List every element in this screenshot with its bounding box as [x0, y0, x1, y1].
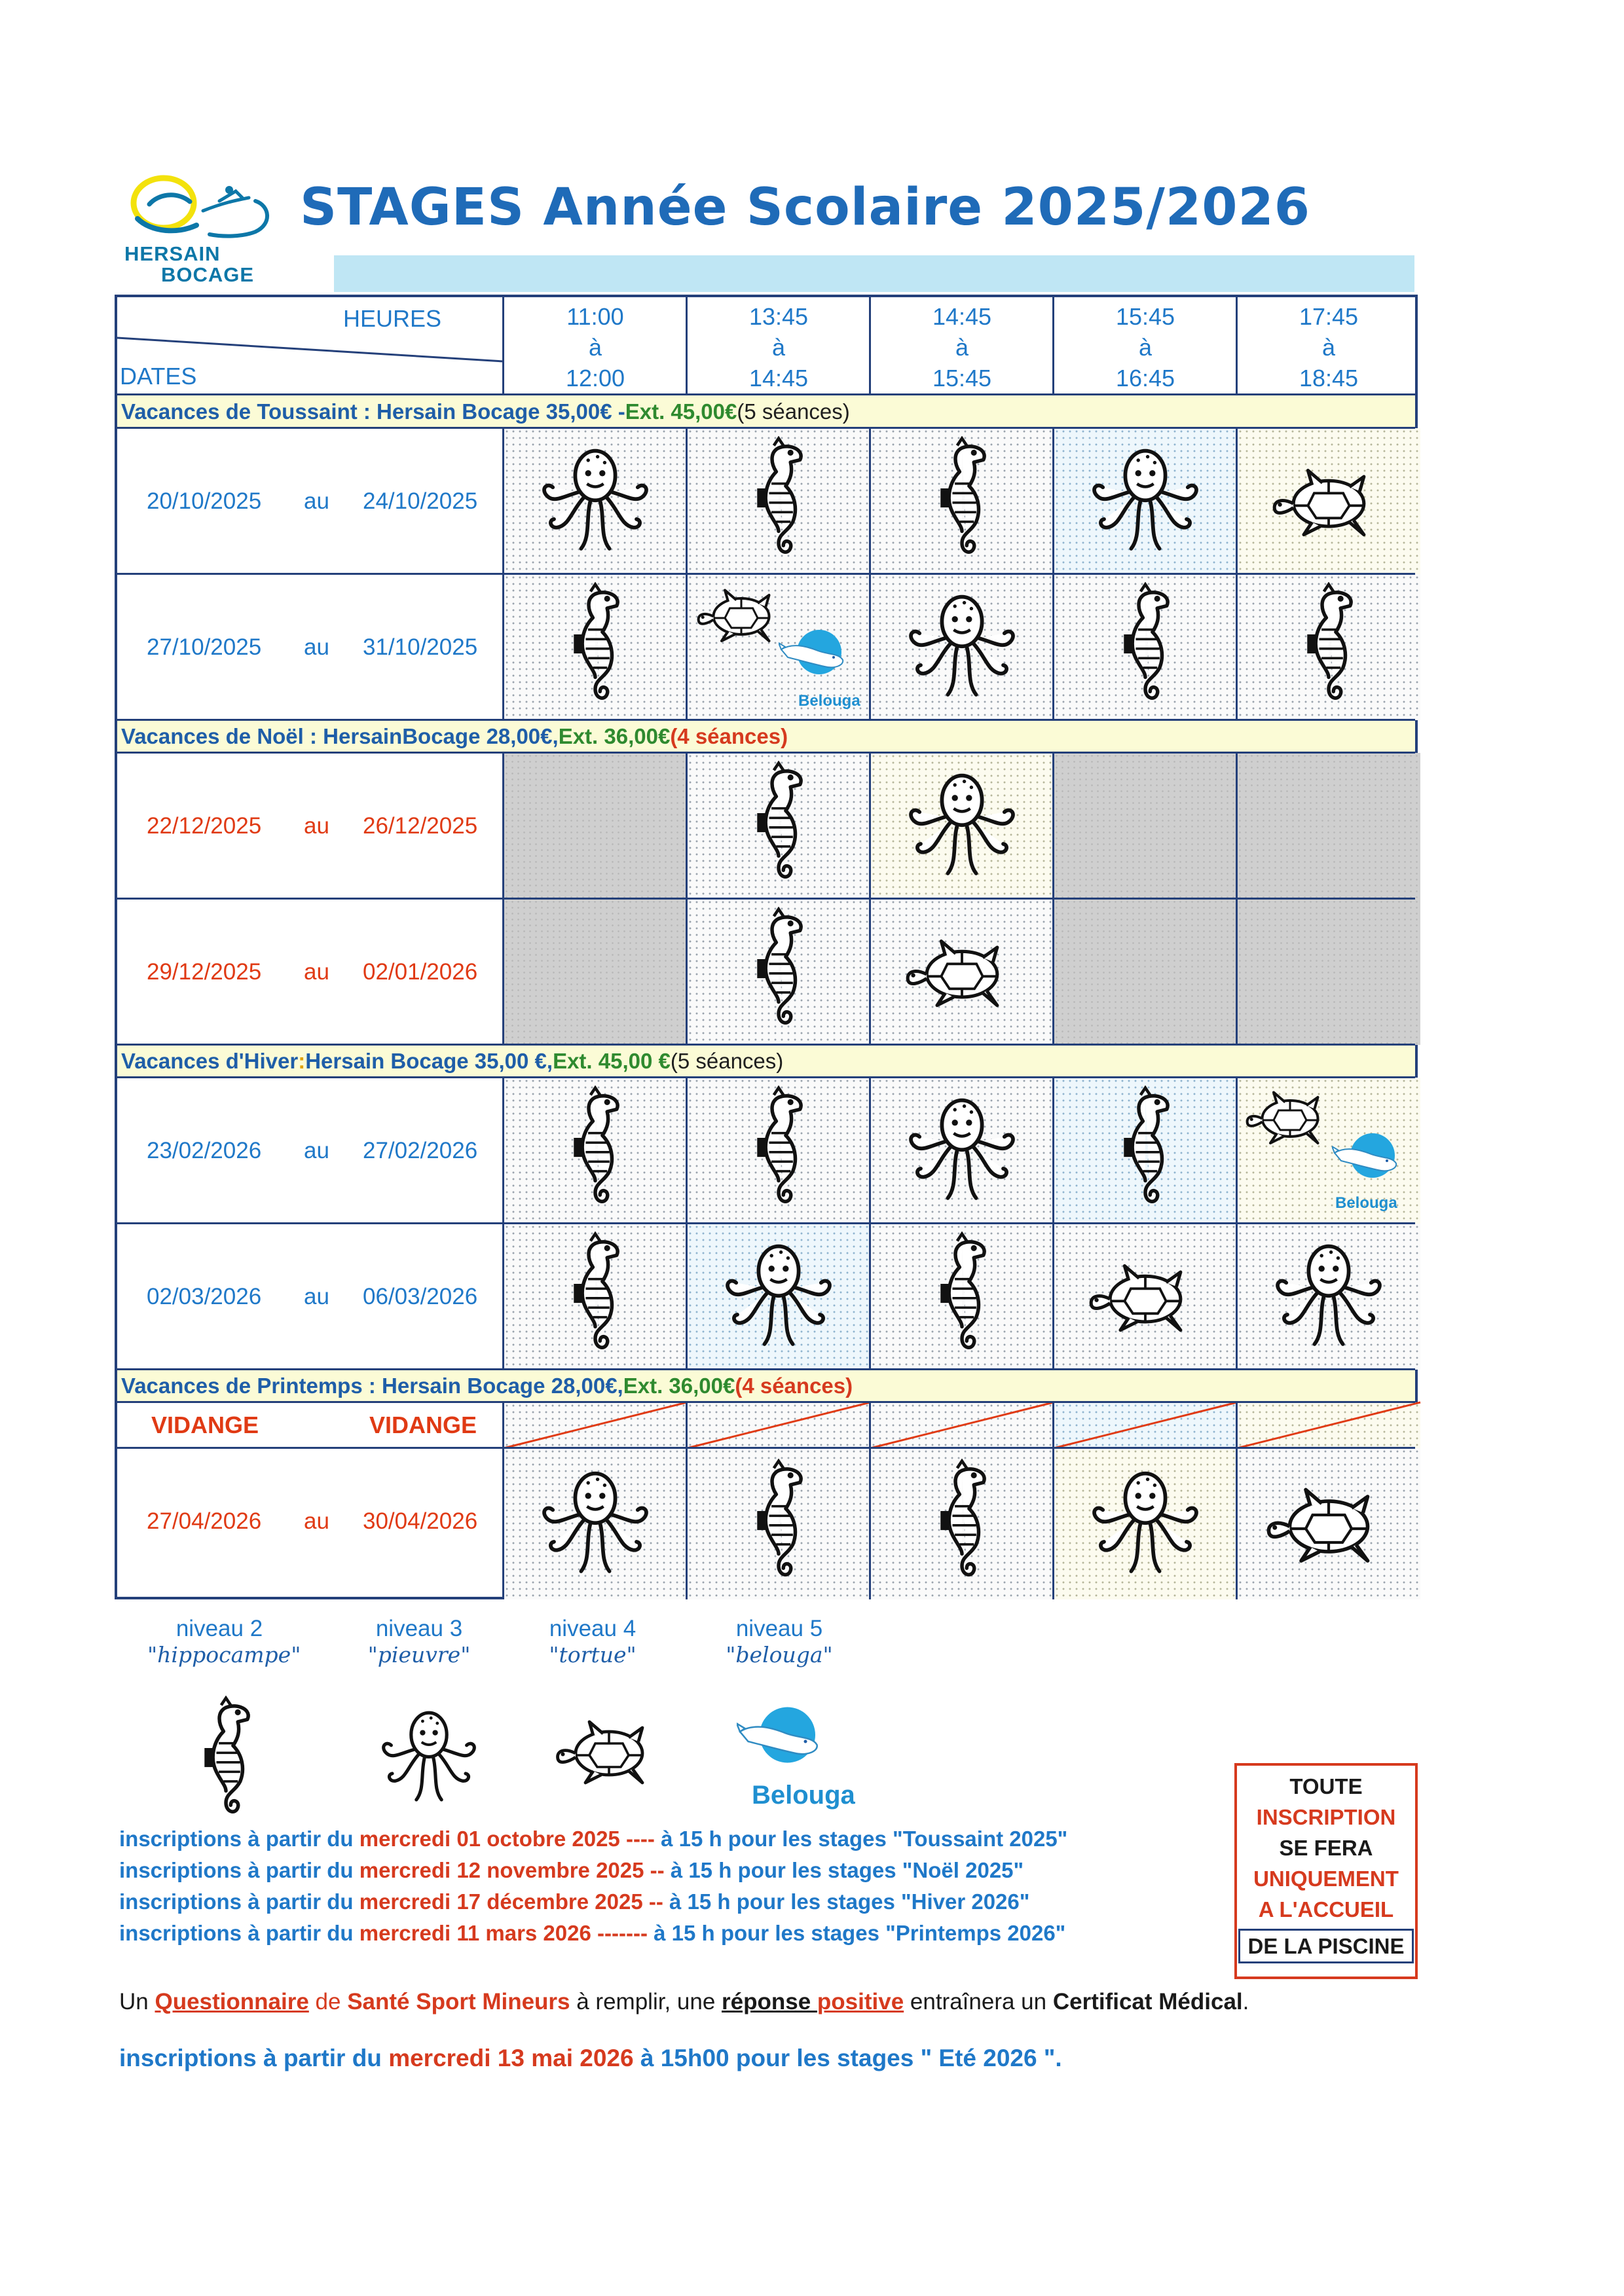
- date-row-7: 27/04/2026 au 30/04/2026: [147, 1508, 478, 1534]
- date-row-5: 23/02/2026 au 27/02/2026: [147, 1137, 478, 1163]
- session-cell: [504, 428, 687, 574]
- time-slot-3: 14:45 à 15:45: [932, 303, 992, 392]
- session-cell: [1054, 428, 1237, 574]
- club-logo: [124, 172, 288, 286]
- beluga-icon: [779, 623, 857, 689]
- session-cell: [1237, 1224, 1420, 1370]
- session-cell: [504, 1078, 687, 1224]
- session-cell: [687, 574, 870, 720]
- session-cell: [870, 428, 1054, 574]
- session-cell: [1054, 574, 1237, 720]
- session-cell: [504, 574, 687, 720]
- vidange-label-2: VIDANGE: [369, 1412, 477, 1438]
- level-5-legend: niveau 5 "belouga": [726, 1616, 833, 1667]
- octopus-icon: [903, 589, 1021, 706]
- turtle-icon: [1241, 1084, 1339, 1150]
- seahorse-icon: [743, 436, 815, 567]
- seahorse-icon: [190, 1696, 262, 1827]
- time-slot-4: 15:45 à 16:45: [1115, 303, 1175, 392]
- date-row-1: 20/10/2025 au 24/10/2025: [147, 488, 478, 514]
- octopus-icon: [720, 1238, 838, 1356]
- session-cell: [1054, 1448, 1237, 1599]
- session-cell: [870, 753, 1054, 899]
- header-band: [334, 255, 1414, 292]
- turtle-icon: [692, 582, 790, 647]
- octopus-icon: [1086, 443, 1204, 560]
- octopus-icon: [903, 1092, 1021, 1210]
- beluga-badge-label: Belouga: [1335, 1194, 1397, 1212]
- logo-text-line1: HERSAIN: [124, 242, 221, 265]
- session-cell: [870, 1224, 1054, 1370]
- seahorse-icon: [559, 582, 631, 713]
- band-hiver: Vacances d'Hiver : Hersain Bocage 35,00 €, Ext. 45,00 € (5 séances): [117, 1045, 1415, 1078]
- session-cell: [687, 428, 870, 574]
- session-cell: [504, 1448, 687, 1599]
- beluga-icon: [1332, 1127, 1411, 1192]
- date-row-6: 02/03/2026 au 06/03/2026: [147, 1283, 478, 1309]
- inscription-line-4: inscriptions à partir du mercredi 11 mars 2026 ------- à 15 h pour les stages "Printemps 2026": [119, 1921, 1066, 1945]
- turtle-icon: [1083, 1254, 1208, 1339]
- inscription-line-3: inscriptions à partir du mercredi 17 décembre 2025 -- à 15 h pour les stages "Hiver 2026": [119, 1889, 1030, 1914]
- session-cell: [1237, 1078, 1420, 1224]
- session-cell: [1237, 428, 1420, 574]
- session-cell: [687, 1224, 870, 1370]
- questionnaire-link[interactable]: Questionnaire: [155, 1989, 309, 2014]
- vidange-cell: [504, 1402, 687, 1448]
- level-3-legend: niveau 3 "pieuvre": [367, 1616, 471, 1667]
- time-slot-2: 13:45 à 14:45: [748, 303, 809, 392]
- seahorse-icon: [743, 1459, 815, 1590]
- logo-text-line2: BOCAGE: [161, 263, 255, 286]
- summer-inscription: inscriptions à partir du mercredi 13 mai 2026 à 15h00 pour les stages " Eté 2026 ".: [119, 2045, 1062, 2071]
- vidange-cell: [1054, 1402, 1237, 1448]
- time-slot-5: 17:45 à 18:45: [1299, 303, 1359, 392]
- session-cell: [870, 1078, 1054, 1224]
- closed-cell: [504, 753, 687, 899]
- band-printemps: Vacances de Printemps : Hersain Bocage 28,00€, Ext. 36,00€ (4 séances): [117, 1370, 1415, 1402]
- turtle-icon: [1260, 1475, 1397, 1573]
- session-cell: [687, 1078, 870, 1224]
- session-cell: [687, 1448, 870, 1599]
- band-noel: Vacances de Noël : HersainBocage 28,00€, Ext. 36,00€ (4 séances): [117, 720, 1415, 753]
- vidange-label-1: VIDANGE: [151, 1412, 259, 1438]
- vidange-cell: [687, 1402, 870, 1448]
- seahorse-icon: [926, 1459, 998, 1590]
- notice-box: TOUTE INSCRIPTION SE FERA UNIQUEMENT A L'ACCUEIL DE LA PISCINE: [1234, 1763, 1418, 1979]
- closed-cell: [504, 899, 687, 1045]
- date-row-3: 22/12/2025 au 26/12/2025: [147, 812, 478, 839]
- session-cell: [1237, 574, 1420, 720]
- turtle-icon: [1266, 459, 1391, 544]
- logo-emblem-icon: [124, 172, 288, 244]
- octopus-icon: [903, 767, 1021, 885]
- beluga-icon: [737, 1699, 835, 1781]
- vidange-cell: [1237, 1402, 1420, 1448]
- session-cell: [687, 899, 870, 1045]
- seahorse-icon: [743, 761, 815, 892]
- closed-cell: [1054, 753, 1237, 899]
- closed-cell: [1054, 899, 1237, 1045]
- page-title: STAGES Année Scolaire 2025/2026: [300, 178, 1311, 237]
- seahorse-icon: [559, 1231, 631, 1362]
- seahorse-icon: [926, 436, 998, 567]
- octopus-icon: [536, 1465, 654, 1583]
- octopus-icon: [536, 443, 654, 560]
- questionnaire-note: Un Questionnaire de Santé Sport Mineurs à remplir, une réponse positive entraînera un Certificat Médical.: [119, 1989, 1249, 2014]
- dates-label: DATES: [120, 363, 197, 390]
- seahorse-icon: [1293, 582, 1365, 713]
- session-cell: [870, 574, 1054, 720]
- seahorse-icon: [743, 1085, 815, 1216]
- inscription-line-1: inscriptions à partir du mercredi 01 octobre 2025 ---- à 15 h pour les stages "Toussaint 2025": [119, 1827, 1068, 1851]
- turtle-icon: [900, 930, 1024, 1015]
- session-cell: [504, 1224, 687, 1370]
- seahorse-icon: [559, 1085, 631, 1216]
- seahorse-icon: [1109, 1085, 1181, 1216]
- band-toussaint: Vacances de Toussaint : Hersain Bocage 35,00€ - Ext. 45,00€ (5 séances): [117, 395, 1415, 428]
- beluga-badge-label: Belouga: [798, 692, 860, 710]
- session-cell: [1237, 1448, 1420, 1599]
- closed-cell: [1237, 753, 1420, 899]
- seahorse-icon: [1109, 582, 1181, 713]
- time-slot-1: 11:00 à 12:00: [565, 303, 625, 392]
- level-4-legend: niveau 4 "tortue": [549, 1616, 637, 1667]
- level-2-legend: niveau 2 "hippocampe": [147, 1616, 301, 1667]
- belouga-label: Belouga: [752, 1781, 855, 1810]
- session-cell: [870, 1448, 1054, 1599]
- date-row-2: 27/10/2025 au 31/10/2025: [147, 634, 478, 660]
- date-row-4: 29/12/2025 au 02/01/2026: [147, 958, 478, 985]
- seahorse-icon: [743, 907, 815, 1038]
- session-cell: [687, 753, 870, 899]
- inscription-line-2: inscriptions à partir du mercredi 12 novembre 2025 -- à 15 h pour les stages "Noël 2025": [119, 1858, 1024, 1882]
- octopus-icon: [1270, 1238, 1388, 1356]
- octopus-icon: [1086, 1465, 1204, 1583]
- schedule-table: [115, 295, 1418, 1599]
- turtle-icon: [550, 1712, 668, 1791]
- vidange-cell: [870, 1402, 1054, 1448]
- seahorse-icon: [926, 1231, 998, 1362]
- octopus-icon: [377, 1705, 481, 1810]
- closed-cell: [1237, 899, 1420, 1045]
- session-cell: [870, 899, 1054, 1045]
- session-cell: [1054, 1224, 1237, 1370]
- heures-label: HEURES: [343, 305, 442, 332]
- session-cell: [1054, 1078, 1237, 1224]
